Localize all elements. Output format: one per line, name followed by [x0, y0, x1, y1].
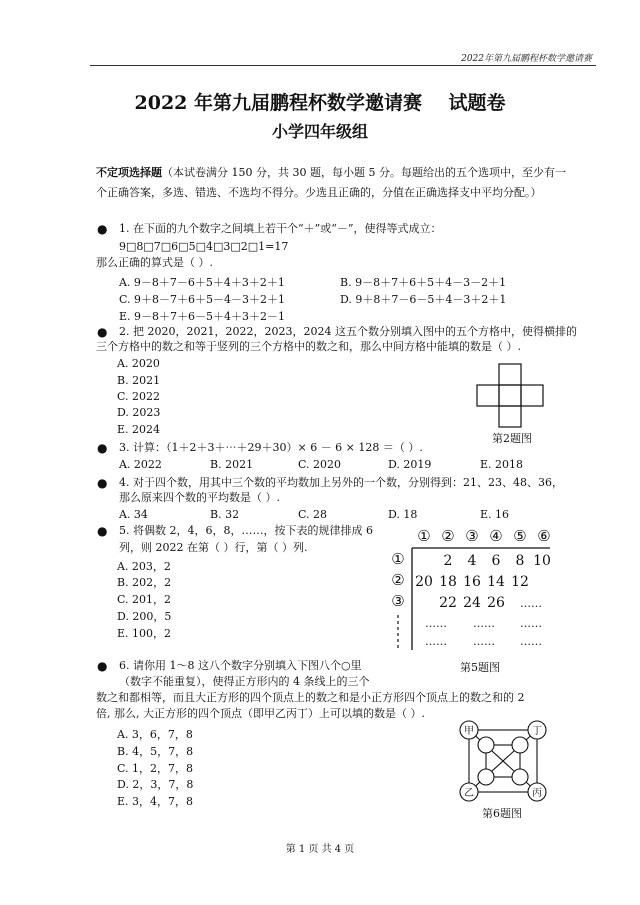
q2-option-b: B. 2021	[117, 374, 161, 387]
q5-col-header-3: ③	[465, 527, 479, 545]
q5-col-header-2: ②	[441, 527, 455, 545]
q5-dots-r5b: ……	[473, 635, 495, 648]
q2-square-left	[477, 385, 499, 406]
q2-stem-2: 三个方格中的数之和等于竖列的三个方格中的数之和，那么中间方格中能填的数是（ ）.	[96, 340, 521, 353]
page-title: 2022 年第九届鹏程杯数学邀请赛 试题卷	[134, 92, 506, 114]
q3-option-b: B. 2021	[210, 458, 254, 471]
q2-figure-caption: 第2题图	[492, 432, 532, 445]
q6-label-yi: 乙	[464, 788, 474, 799]
bullet-q6: ●	[97, 659, 108, 673]
instructions-line-2: 个正确答案，多选、错选、不选均不得分。少选且正确的，分值在正确选择支中平均分配。）	[96, 186, 542, 199]
q4-option-d: D. 18	[388, 508, 418, 521]
q6-option-c: C. 1，2，7，8	[117, 762, 194, 775]
page-subtitle: 小学四年级组	[271, 122, 368, 141]
q2-stem-1: 2. 把 2020，2021，2022，2023，2024 这五个数分别填入图中的五个方格中，使得横排的	[119, 325, 577, 338]
q3-option-e: E. 2018	[480, 458, 524, 471]
q1-option-e: E. 9－8＋7＋6－5＋4＋3＋2－1	[119, 310, 286, 323]
q5-dots-r5a: ……	[425, 635, 447, 648]
q5-option-e: E. 100，2	[117, 627, 172, 640]
q1-option-a: A. 9－8＋7－6＋5＋4＋3＋2＋1	[119, 276, 285, 289]
q5-cell-r1c4: 6	[491, 553, 501, 569]
bullet-q5: ●	[97, 524, 108, 538]
q4-option-c: C. 28	[298, 508, 328, 521]
q5-cell-r3-dots: ……	[520, 597, 542, 610]
q6-circle-inner-3	[478, 769, 494, 785]
q5-cell-r3c3: 24	[463, 595, 481, 611]
bullet-q2: ●	[97, 325, 108, 339]
q6-circle-inner-4	[512, 769, 528, 785]
header-rule	[90, 65, 596, 66]
q4-stem-2: 那么原来四个数的平均数是（ ）.	[119, 491, 280, 504]
q5-cell-r1c5: 8	[515, 553, 525, 569]
q3-option-d: D. 2019	[388, 458, 432, 471]
q5-cell-r1c6: 10	[533, 553, 551, 569]
q5-row-header-3: ③	[391, 592, 405, 610]
q5-row-header-1: ①	[391, 550, 405, 568]
bullet-q3: ●	[97, 441, 108, 455]
q2-square-center	[499, 385, 521, 406]
q2-option-c: C. 2022	[117, 390, 161, 403]
q3-option-c: C. 2020	[298, 458, 342, 471]
q5-cell-r2c3: 16	[463, 574, 481, 590]
instructions-line-1: 不定项选择题（本试卷满分 150 分，共 30 题，每小题 5 分。每题给出的五个选项中，至少有一	[96, 166, 566, 179]
q2-cross-figure	[473, 362, 549, 430]
q4-stem-1: 4. 对于四个数，用其中三个数的平均数加上另外的一个数，分别得到：21、23、48、36，	[119, 476, 563, 489]
q2-square-right	[521, 385, 543, 406]
q1-question: 那么正确的算式是（ ）.	[96, 256, 213, 269]
q4-option-b: B. 32	[210, 508, 240, 521]
bullet-q1: ●	[97, 222, 108, 236]
q5-col-header-1: ①	[417, 527, 431, 545]
q5-dots-r4c: ……	[520, 617, 542, 630]
q6-label-bing: 丙	[532, 788, 542, 799]
q5-col-header-5: ⑤	[513, 527, 527, 545]
q6-circle-inner-2	[512, 737, 528, 753]
q6-stem-4: 倍, 那么, 大正方形的四个顶点（即甲乙丙丁）上可以填的数是（ ）.	[96, 707, 425, 720]
q3-option-a: A. 2022	[119, 458, 162, 471]
q6-stem-1: 6. 请你用 1～8 这八个数字分别填入下图八个○里	[119, 659, 362, 672]
q1-option-d: D. 9＋8＋7－6－5＋4－3＋2＋1	[340, 293, 507, 306]
q1-option-c: C. 9＋8－7＋6＋5－4－3＋2＋1	[119, 293, 286, 306]
q2-option-d: D. 2023	[117, 406, 161, 419]
q5-cell-r2c5: 12	[511, 574, 529, 590]
q2-option-a: A. 2020	[117, 357, 160, 370]
q5-option-b: B. 202，2	[117, 576, 172, 589]
q4-option-e: E. 16	[480, 508, 510, 521]
q5-option-a: A. 203，2	[117, 560, 171, 573]
q5-cell-r3c2: 22	[439, 595, 457, 611]
q5-cell-r1c3: 4	[467, 553, 477, 569]
q1-equation: 9□8□7□6□5□4□3□2□1=17	[119, 240, 289, 253]
q6-stem-3: 数之和都相等，而且大正方形的四个顶点上的数之和是小正方形四个顶点上的数之和的 2	[96, 691, 525, 704]
q5-cell-r2c2: 18	[439, 574, 457, 590]
q5-col-header-4: ④	[489, 527, 503, 545]
q5-cell-r2c1: 20	[415, 574, 433, 590]
q5-option-d: D. 200，5	[117, 610, 172, 623]
q6-option-a: A. 3，6，7，8	[117, 728, 193, 741]
page-footer: 第 1 页 共 4 页	[285, 844, 355, 855]
bullet-q4: ●	[97, 476, 108, 490]
q6-option-d: D. 2，3，7，8	[117, 778, 194, 791]
q5-dots-r4b: ……	[473, 617, 495, 630]
q5-figure-caption: 第5题图	[460, 661, 500, 674]
q5-row-header-2: ②	[391, 571, 405, 589]
q3-stem: 3. 计算：（1＋2＋3＋⋯＋29＋30）× 6 － 6 × 128 ＝（ ）.	[119, 441, 423, 454]
q2-option-e: E. 2024	[117, 423, 161, 436]
q6-label-jia: 甲	[464, 726, 474, 737]
q5-dots-r5c: ……	[520, 635, 542, 648]
q5-cell-r2c4: 14	[487, 574, 505, 590]
q5-option-c: C. 201，2	[117, 593, 172, 606]
q6-option-b: B. 4，5，7，8	[117, 745, 194, 758]
q5-cell-r1c2: 2	[443, 553, 453, 569]
q2-square-bottom	[499, 406, 521, 427]
q6-stem-2: （数字不能重复），使得正方形内的 4 条线上的三个	[119, 675, 370, 688]
q6-figure-caption: 第6题图	[482, 807, 522, 820]
q5-number-table	[382, 523, 552, 653]
q2-square-top	[499, 364, 521, 385]
q6-label-ding: 丁	[532, 726, 542, 737]
q5-col-header-6: ⑥	[537, 527, 551, 545]
instructions-label: 不定项选择题	[96, 166, 162, 179]
running-header: 2022年第九届鹏程杯数学邀请赛	[461, 54, 592, 64]
q6-circle-inner-1	[478, 737, 494, 753]
q5-stem-1: 5. 将偶数 2，4，6，8，……，按下表的规律排成 6	[119, 524, 373, 537]
q1-stem: 1. 在下面的九个数字之间填上若干个“＋”或“－”，使得等式成立：	[119, 222, 442, 235]
q6-option-e: E. 3，4，7，8	[117, 795, 194, 808]
q5-cell-r3c4: 26	[487, 595, 505, 611]
q4-option-a: A. 34	[119, 508, 148, 521]
q6-square-figure	[456, 718, 550, 804]
q5-stem-2: 列，则 2022 在第（ ）行，第（ ）列.	[119, 541, 308, 554]
q1-option-b: B. 9－8＋7＋6＋5＋4－3－2＋1	[340, 276, 507, 289]
q5-dots-r4a: ……	[425, 617, 447, 630]
